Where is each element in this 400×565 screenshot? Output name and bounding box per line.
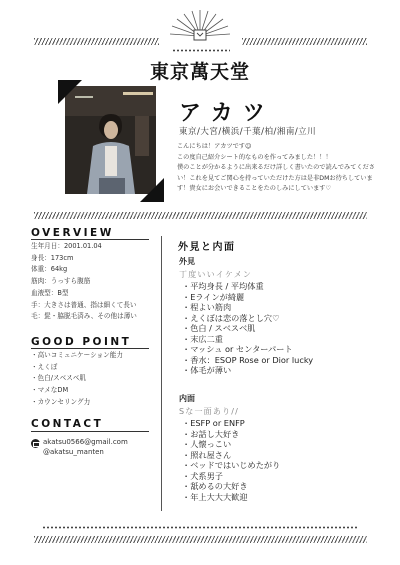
- overview-rule: [31, 239, 149, 240]
- contact-handle[interactable]: @akatsu_manten: [43, 448, 104, 456]
- list-item: ・色白 / スベスベ肌: [182, 323, 256, 333]
- list-item: ・マッシュ or センターパート: [182, 344, 293, 354]
- list-item: 体重：64kg: [31, 265, 68, 274]
- outer-list: [182, 281, 313, 376]
- top-dots: [172, 49, 230, 52]
- column-divider: [161, 236, 162, 511]
- list-item: ・香水：ESOP Rose or Dior lucky: [182, 354, 314, 365]
- photo-corner-top-left: [58, 80, 82, 104]
- bottom-dots: [42, 526, 358, 529]
- good-point-rule: [31, 348, 149, 349]
- good-point-title: GOOD POINT: [31, 336, 132, 348]
- list-item: 毛：髭・脇脱毛済み、その他は薄い: [31, 312, 137, 321]
- top-hatch-right: [242, 38, 367, 45]
- outer-label: 外見: [179, 257, 195, 266]
- list-item: ・カウンセリング力: [31, 397, 91, 406]
- list-item: ・平均身長 / 平均体重: [182, 281, 264, 291]
- top-hatch-left: [34, 38, 159, 45]
- list-item: ・Eラインが綺麗: [182, 291, 245, 302]
- list-item: ・程よい筋肉: [182, 302, 232, 312]
- inner-list: [182, 418, 280, 502]
- list-item: ・末広二重: [182, 333, 223, 344]
- profile-name: アカツ: [179, 101, 275, 126]
- appearance-title: 外見と内面: [178, 242, 236, 253]
- contact-email[interactable]: akatsu0566@gmail.com: [43, 438, 128, 446]
- list-item: 血液型：B型: [31, 288, 69, 297]
- list-item: 手：大きさは普通、指は細くて長い: [31, 300, 137, 309]
- list-item: ・人懐っこい: [182, 439, 232, 449]
- outer-tag: 丁度いいイケメン: [179, 270, 253, 279]
- list-item: ・ESFP or ENFP: [182, 418, 245, 428]
- mid-hatch: [34, 212, 367, 219]
- list-item: ・えくぼ: [31, 362, 58, 371]
- overview-list: [31, 241, 161, 323]
- contact-rule: [31, 431, 149, 432]
- profile-areas: 東京/大宮/横浜/千葉/柏/湘南/立川: [179, 127, 317, 137]
- list-item: ・色白/スベスベ肌: [31, 374, 86, 383]
- list-item: 筋肉：うっすら腹筋: [31, 277, 91, 286]
- list-item: 生年月日：2001.01.04: [31, 242, 102, 250]
- list-item: ・えくぼは恋の落とし穴♡: [182, 312, 280, 323]
- list-item: ・体毛が薄い: [182, 365, 232, 375]
- list-item: ・マメなDM: [31, 386, 69, 395]
- contact-title: CONTACT: [31, 418, 104, 430]
- good-point-list: [31, 350, 161, 409]
- list-item: 身長：173cm: [31, 253, 74, 262]
- bottom-hatch: [34, 536, 367, 543]
- sunburst-ornament-icon: [168, 6, 232, 46]
- list-item: ・ベッドではいじめたがり: [182, 460, 281, 470]
- photo-corner-bottom-right: [140, 178, 164, 202]
- list-item: ・照れ屋さん: [182, 449, 232, 460]
- list-item: ・お話し大好き: [182, 428, 240, 439]
- list-item: ・年上大大大歓迎: [182, 491, 248, 502]
- profile-intro: こんにちは！アカツです☺ この度自己紹介シート的なものを作ってみました！！！ 僕のことが分かるように出来るだけ詳しく書いたので読んでみてください！これを見てご関心を持っていただけた方は是非DMお待ちしています！貴女にお会いできることをたのしみにしています♡: [177, 143, 375, 192]
- list-item: ・舐めるの大好き: [182, 481, 248, 491]
- mail-icon: [31, 439, 40, 448]
- site-title: 東京萬天堂: [149, 61, 250, 83]
- list-item: ・高いコミュニケーション能力: [31, 351, 123, 359]
- overview-title: OVERVIEW: [31, 227, 114, 239]
- inner-tag: Sな一面あり//: [179, 407, 240, 416]
- list-item: ・犬系男子: [182, 470, 223, 481]
- inner-label: 内面: [179, 394, 195, 403]
